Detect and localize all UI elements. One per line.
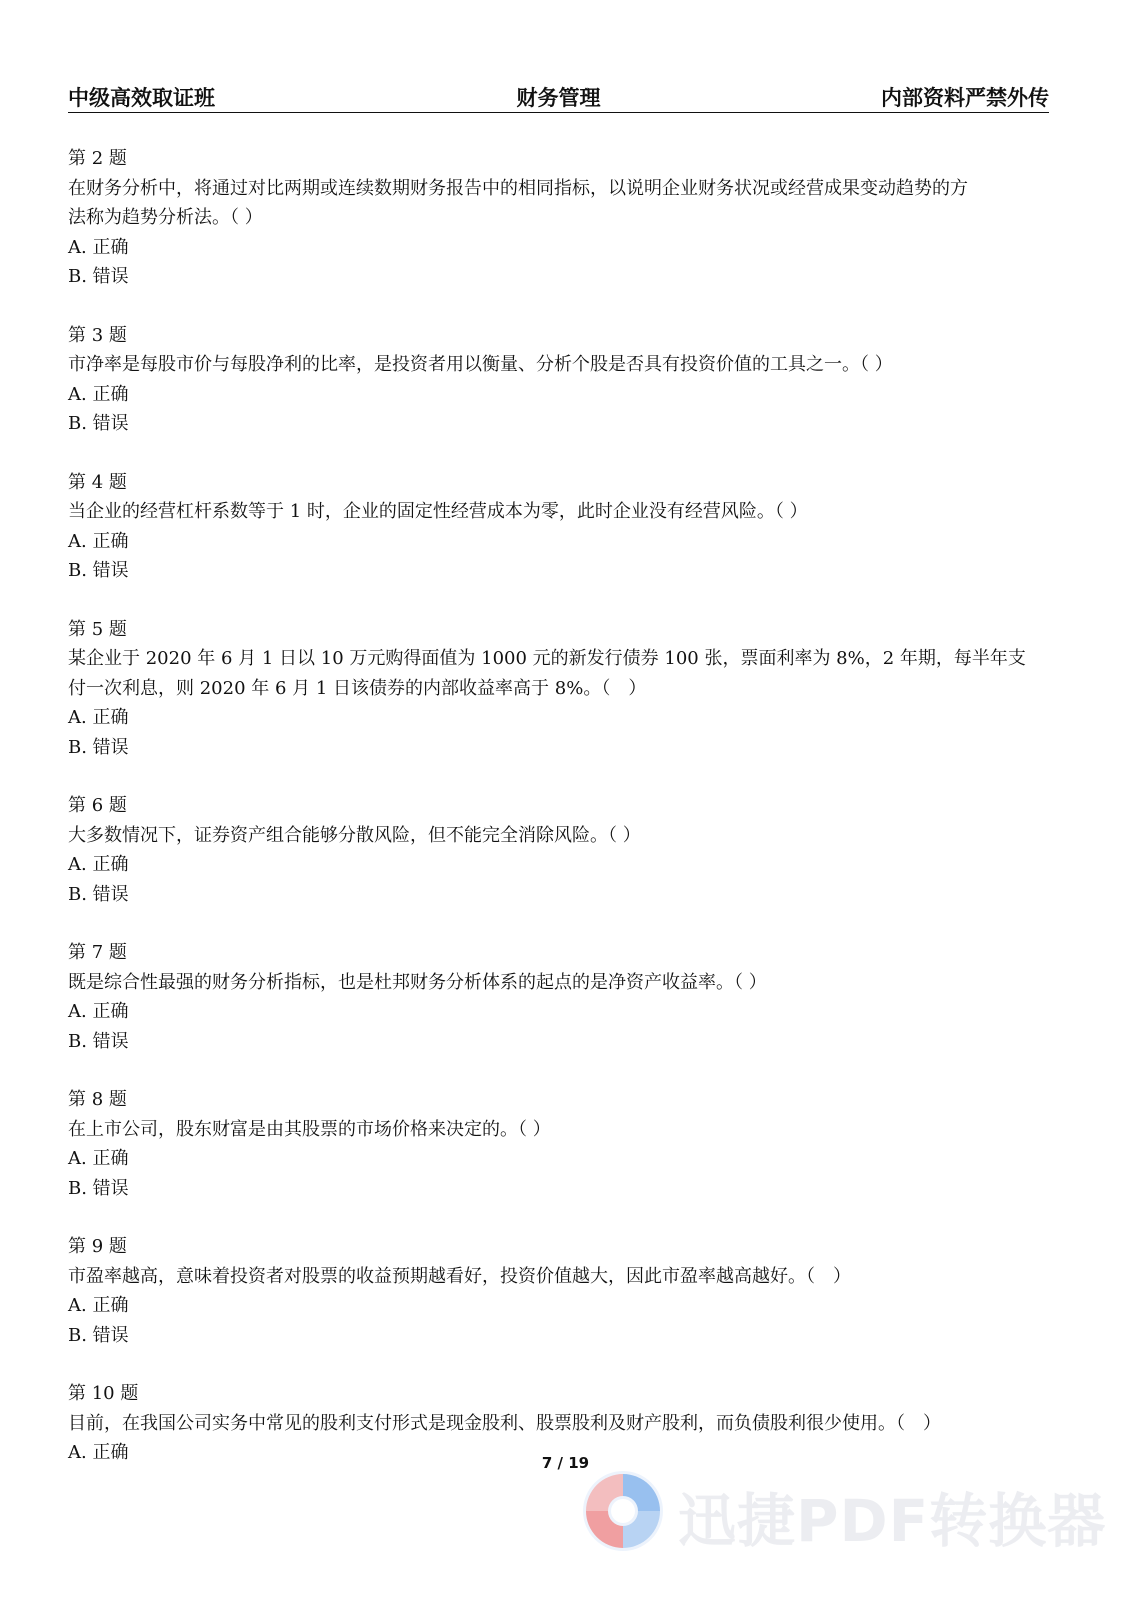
answer-option: A. 正确 (68, 1442, 129, 1463)
question-block (68, 791, 1049, 909)
page-number: 7 / 19 (541, 1454, 590, 1472)
answer-option: B. 错误 (68, 560, 129, 581)
answer-option: A. 正确 (68, 1295, 129, 1316)
answer-option: B. 错误 (68, 1177, 129, 1199)
question-block (68, 321, 1049, 439)
watermark-text: 迅捷PDF转换器 (678, 1487, 1107, 1555)
question-stem-line: 法称为趋势分析法。（ ） (68, 207, 263, 228)
watermark (578, 1462, 1107, 1572)
question-stem-line: 付一次利息，则 2020 年 6 月 1 日该债券的内部收益率高于 8%。（ ） (68, 677, 647, 699)
header-subject: 财务管理 (516, 86, 601, 110)
answer-option: A. 正确 (68, 1148, 129, 1169)
answer-option: B. 错误 (68, 736, 129, 758)
answer-option: B. 错误 (68, 883, 129, 905)
question-stem-line: 既是综合性最强的财务分析指标，也是杜邦财务分析体系的起点的是净资产收益率。（ ） (68, 971, 767, 993)
answer-option: A. 正确 (68, 1001, 129, 1022)
question-stem-line: 大多数情况下，证券资产组合能够分散风险，但不能完全消除风险。（ ） (68, 824, 641, 846)
answer-option: B. 错误 (68, 1030, 129, 1052)
question-number: 第 5 题 (68, 618, 127, 640)
question-number: 第 3 题 (68, 324, 127, 346)
question-stem-line: 某企业于 2020 年 6 月 1 日以 10 万元购得面值为 1000 元的新发行债券 100 张，票面利率为 8%，2 年期，每半年支 (68, 648, 1026, 669)
answer-option: B. 错误 (68, 266, 129, 287)
question-list (68, 144, 1049, 1497)
header-confidential-notice: 内部资料严禁外传 (881, 86, 1049, 110)
header-course-name: 中级高效取证班 (68, 86, 215, 110)
answer-option: A. 正确 (68, 383, 129, 405)
answer-option: A. 正确 (68, 854, 129, 875)
question-stem-line: 市盈率越高，意味着投资者对股票的收益预期越看好，投资价值越大，因此市盈率越高越好。（ ） (68, 1265, 851, 1287)
question-block (68, 1232, 1049, 1350)
answer-option: A. 正确 (68, 530, 129, 552)
question-block (68, 615, 1049, 763)
question-stem-line: 在财务分析中，将通过对比两期或连续数期财务报告中的相同指标，以说明企业财务状况或经营成果变动趋势的方 (68, 177, 968, 199)
answer-option: A. 正确 (68, 707, 129, 728)
question-stem-line: 目前，在我国公司实务中常见的股利支付形式是现金股利、股票股利及财产股利，而负债股利很少使用。（ ） (68, 1412, 941, 1434)
question-stem-line: 市净率是每股市价与每股净利的比率，是投资者用以衡量、分析个股是否具有投资价值的工具之一。（ ） (68, 354, 893, 375)
xunjie-logo-icon (578, 1466, 668, 1556)
question-block (68, 468, 1049, 586)
answer-option: B. 错误 (68, 1324, 129, 1346)
question-number: 第 4 题 (68, 471, 127, 493)
question-block (68, 144, 1049, 292)
question-block (68, 1085, 1049, 1203)
answer-option: B. 错误 (68, 413, 129, 434)
question-number: 第 6 题 (68, 795, 127, 816)
question-block (68, 938, 1049, 1056)
question-stem-line: 当企业的经营杠杆系数等于 1 时，企业的固定性经营成本为零，此时企业没有经营风险。（ ） (68, 501, 808, 522)
question-number: 第 8 题 (68, 1089, 127, 1110)
page-header (68, 80, 1049, 113)
answer-option: A. 正确 (68, 236, 129, 258)
question-stem-line: 在上市公司，股东财富是由其股票的市场价格来决定的。（ ） (68, 1118, 551, 1140)
question-number: 第 9 题 (68, 1236, 127, 1257)
question-number: 第 7 题 (68, 942, 127, 963)
question-number: 第 2 题 (68, 148, 127, 169)
question-number: 第 10 题 (68, 1383, 139, 1404)
